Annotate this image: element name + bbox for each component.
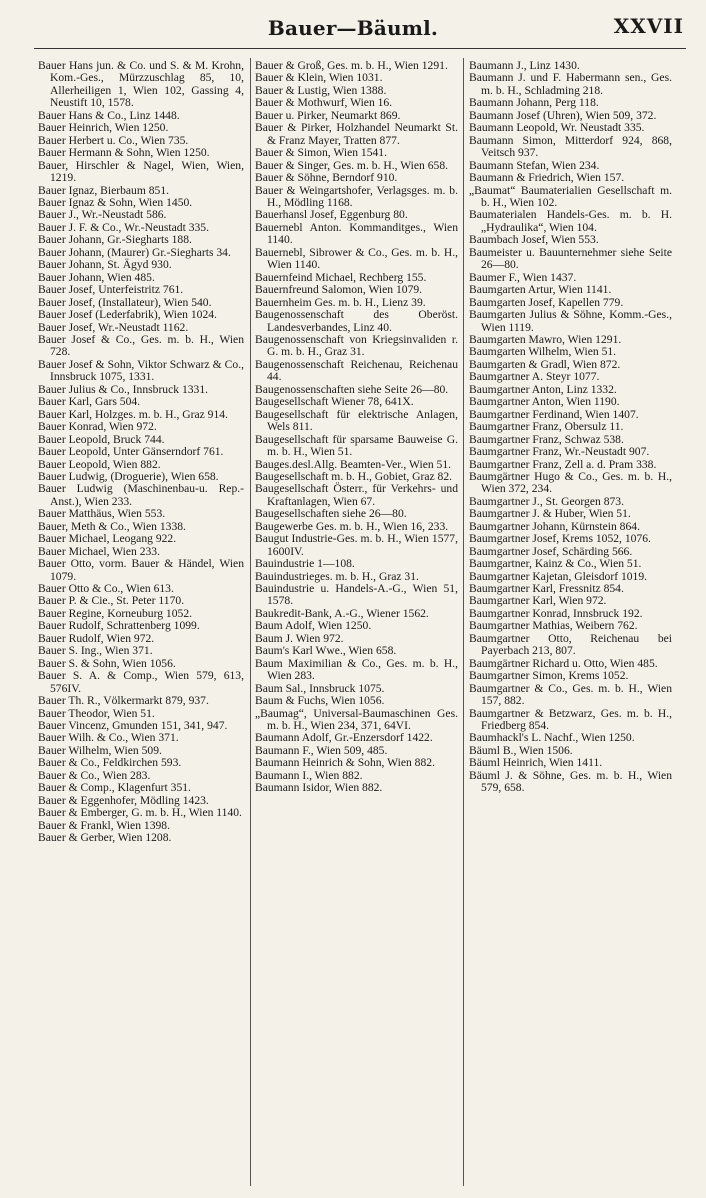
- directory-entry: Baumer F., Wien 1437.: [469, 270, 577, 284]
- directory-entry: Bauer Hermann & Sohn, Wien 1250.: [38, 146, 210, 160]
- directory-entry: Bauer Josef & Sohn, Viktor Schwarz & Co., Innsbruck 1075, 1331.: [38, 357, 244, 384]
- directory-entry: Baum & Fuchs, Wien 1056.: [255, 694, 385, 708]
- directory-entry: Bauer Leopold, Unter Gänserndorf 761.: [38, 445, 224, 459]
- directory-entry: Bauindustrieges. m. b. H., Graz 31.: [255, 569, 419, 583]
- directory-entry: Bauer & Co., Feldkirchen 593.: [38, 756, 182, 770]
- directory-entry: Bauer Johann, Gr.-Siegharts 188.: [38, 233, 192, 247]
- directory-entry: Baugesellschaft für sparsame Bauweise G. m. b. H., Wien 51.: [255, 432, 458, 459]
- directory-entry: Baumann F., Wien 509, 485.: [255, 743, 388, 757]
- directory-entry: Baumann Josef (Uhren), Wien 509, 372.: [469, 108, 657, 122]
- directory-entry: Baumgärtner Richard u. Otto, Wien 485.: [469, 656, 658, 670]
- directory-entry: Baumann Adolf, Gr.-Enzersdorf 1422.: [255, 731, 433, 745]
- directory-entry: Bauer Regine, Korneuburg 1052.: [38, 606, 193, 620]
- directory-entry: Bauer Vincenz, Gmunden 151, 341, 947.: [38, 719, 228, 733]
- directory-entry: Bauer Konrad, Wien 972.: [38, 420, 157, 434]
- directory-entry: Baumgartner Otto, Reichenau bei Payerbach 213, 807.: [469, 631, 672, 658]
- directory-entry: Bauernheim Ges. m. b. H., Lienz 39.: [255, 295, 426, 309]
- directory-entry: Bauer Leopold, Wien 882.: [38, 457, 161, 471]
- directory-entry: Baumgarten Josef, Kapellen 779.: [469, 295, 624, 309]
- directory-entry: Baumgarten Mawro, Wien 1291.: [469, 332, 622, 346]
- directory-entry: Baugut Industrie-Ges. m. b. H., Wien 1577, 1600IV.: [255, 532, 458, 558]
- directory-entry: Bauer Josef, Unterfeistritz 761.: [38, 283, 184, 297]
- header-rule: [34, 48, 686, 49]
- directory-entry: Bauer & Lustig, Wien 1388.: [255, 83, 387, 97]
- directory-entry: Bauernebl Anton. Kommanditges., Wien 1140.: [255, 220, 458, 247]
- directory-entry: Bauer S. A. & Comp., Wien 579, 613, 576IV.: [38, 669, 244, 695]
- directory-entry: Baumgartner Franz, Schwaz 538.: [469, 432, 624, 446]
- column-1: [38, 60, 244, 1188]
- directory-entry: Bauer Matthäus, Wien 553.: [38, 507, 166, 521]
- directory-entry: Bauer & Weingartshofer, Verlagsges. m. b. H., Mödling 1168.: [255, 183, 458, 209]
- directory-entry: Baumgartner Karl, Wien 972.: [469, 594, 607, 608]
- directory-entry: Bauer Josef, Wr.-Neustadt 1162.: [38, 320, 189, 334]
- directory-entry: Baumgarten & Gradl, Wien 872.: [469, 357, 621, 371]
- directory-entry: Bauernfeind Michael, Rechberg 155.: [255, 270, 427, 284]
- directory-entry: Bauer & Pirker, Holzhandel Neumarkt St. & Franz Mayer, Tratten 877.: [255, 121, 458, 147]
- directory-entry: Bauer, Meth & Co., Wien 1338.: [38, 519, 186, 533]
- directory-entry: Bauer J. F. & Co., Wr.-Neustadt 335.: [38, 220, 209, 234]
- directory-entry: Bauer Ludwig, (Droguerie), Wien 658.: [38, 469, 219, 483]
- directory-entry: Baumgartner & Betzwarz, Ges. m. b. H., Friedberg 854.: [469, 706, 672, 733]
- directory-entry: Bauer Josef, (Installateur), Wien 540.: [38, 295, 212, 309]
- directory-entry: Baumgartner Kajetan, Gleisdorf 1019.: [469, 569, 648, 583]
- directory-entry: Baumgartner J., St. Georgen 873.: [469, 494, 624, 508]
- directory-entry: Baumhackl's L. Nachf., Wien 1250.: [469, 731, 635, 745]
- directory-entry: Bauer Th. R., Völkermarkt 879, 937.: [38, 694, 209, 708]
- directory-entry: Bauer Josef & Co., Ges. m. b. H., Wien 728.: [38, 332, 244, 359]
- directory-entry: Bauindustrie u. Handels-A.-G., Wien 51, 1578.: [255, 582, 458, 608]
- directory-entry: Baumgarten Wilhelm, Wien 51.: [469, 345, 617, 359]
- directory-entry: Baumgartner J. & Huber, Wien 51.: [469, 507, 631, 521]
- directory-entry: Bauer Otto, vorm. Bauer & Händel, Wien 1079.: [38, 557, 244, 583]
- directory-entry: Bauerhansl Josef, Eggenburg 80.: [255, 208, 408, 222]
- page-title: Bauer—Bäuml.: [267, 16, 439, 40]
- directory-entry: Bauer Johann, (Maurer) Gr.-Siegharts 34.: [38, 245, 231, 259]
- directory-entry: Bauer Hans & Co., Linz 1448.: [38, 108, 180, 122]
- directory-entry: Bauer S. Ing., Wien 371.: [38, 644, 153, 658]
- directory-entry: Baugenossenschaft des Oberöst. Landesverbandes, Linz 40.: [255, 308, 458, 334]
- directory-entry: Baumaterialen Handels-Ges. m. b. H. „Hydraulika“, Wien 104.: [469, 208, 672, 234]
- directory-entry: Bauer J., Wr.-Neustadt 586.: [38, 208, 167, 222]
- directory-entry: Baumeister u. Bauunternehmer siehe Seite 26—80.: [469, 245, 672, 272]
- directory-entry: Baumbach Josef, Wien 553.: [469, 233, 599, 247]
- directory-entry: Baugenossenschaften siehe Seite 26—80.: [255, 382, 449, 396]
- directory-entry: Baugenossenschaft von Kriegsinvaliden r. G. m. b. H., Graz 31.: [255, 332, 458, 359]
- directory-entry: Bauer Karl, Gars 504.: [38, 395, 141, 409]
- directory-entry: Baumgartner Johann, Kürnstein 864.: [469, 519, 640, 533]
- column-divider: [463, 58, 464, 1186]
- directory-entry: Baumann Isidor, Wien 882.: [255, 781, 383, 795]
- directory-entry: Bauer Michael, Wien 233.: [38, 544, 160, 558]
- column-divider: [250, 58, 251, 1186]
- directory-entry: Baugewerbe Ges. m. b. H., Wien 16, 233.: [255, 519, 449, 533]
- directory-entry: Bauer Ludwig (Maschinenbau-u. Rep.-Anst.), Wien 233.: [38, 482, 244, 508]
- directory-entry: Baukredit-Bank, A.-G., Wiener 1562.: [255, 606, 429, 620]
- directory-entry: Bauer & Singer, Ges. m. b. H., Wien 658.: [255, 158, 449, 172]
- directory-entry: Baumann Heinrich & Sohn, Wien 882.: [255, 756, 435, 770]
- directory-entry: Baugesellschaft Wiener 78, 641X.: [255, 395, 414, 409]
- directory-entry: Baugesellschaft Österr., für Verkehrs- und Kraftanlagen, Wien 67.: [255, 482, 458, 508]
- directory-entry: Bauer & Eggenhofer, Mödling 1423.: [38, 793, 209, 807]
- directory-entry: Bauer Michael, Leogang 922.: [38, 532, 177, 546]
- directory-entry: Baumann J. und F. Habermann sen., Ges. m. b. H., Schladming 218.: [469, 71, 672, 97]
- directory-entry: Bäuml B., Wien 1506.: [469, 743, 573, 757]
- directory-entry: Bauer Heinrich, Wien 1250.: [38, 121, 169, 135]
- directory-entry: Baumann & Friedrich, Wien 157.: [469, 171, 625, 185]
- directory-entry: Baum J. Wien 972.: [255, 631, 344, 645]
- directory-entry: Baumgartner Karl, Fressnitz 854.: [469, 582, 624, 596]
- directory-entry: Bauer & Simon, Wien 1541.: [255, 146, 387, 160]
- directory-entry: Bauer Otto & Co., Wien 613.: [38, 582, 174, 596]
- directory-entry: Bäuml J. & Söhne, Ges. m. b. H., Wien 579, 658.: [469, 768, 672, 795]
- directory-entry: Baumann J., Linz 1430.: [469, 60, 580, 72]
- directory-entry: Baumgartner A. Steyr 1077.: [469, 370, 600, 384]
- directory-entry: Bauernfreund Salomon, Wien 1079.: [255, 283, 423, 297]
- directory-entry: Bauer Rudolf, Schrattenberg 1099.: [38, 619, 200, 633]
- directory-entry: Baumann Stefan, Wien 234.: [469, 158, 600, 172]
- directory-entry: Bauer & Frankl, Wien 1398.: [38, 818, 170, 832]
- directory-entry: Baumgartner Konrad, Innsbruck 192.: [469, 606, 643, 620]
- directory-entry: Baum Sal., Innsbruck 1075.: [255, 681, 385, 695]
- directory-entry: Baumgartner Franz, Wr.-Neustadt 907.: [469, 445, 650, 459]
- directory-entry: Baumann Johann, Perg 118.: [469, 96, 599, 110]
- directory-entry: Bäuml Heinrich, Wien 1411.: [469, 756, 603, 770]
- directory-entry: Baumgartner Anton, Linz 1332.: [469, 382, 617, 396]
- directory-entry: Baugesellschaft für elektrische Anlagen, Wels 811.: [255, 407, 458, 434]
- directory-entry: Baumann I., Wien 882.: [255, 768, 363, 782]
- directory-entry: Baugenossenschaft Reichenau, Reichenau 44.: [255, 357, 458, 384]
- directory-entry: Bauer Johann, St. Ägyd 930.: [38, 258, 172, 272]
- directory-entry: Bauer Karl, Holzges. m. b. H., Graz 914.: [38, 407, 228, 421]
- directory-entry: „Baumat“ Baumaterialien Gesellschaft m. b. H., Wien 102.: [469, 183, 672, 209]
- directory-entry: Baumgartner & Co., Ges. m. b. H., Wien 157, 882.: [469, 681, 672, 708]
- directory-entry: Bauer Rudolf, Wien 972.: [38, 631, 155, 645]
- directory-entry: „Baumag“, Universal-Baumaschinen Ges. m. b. H., Wien 234, 371, 64VI.: [255, 706, 458, 733]
- directory-entry: Bauernebl, Sibrower & Co., Ges. m. b. H., Wien 1140.: [255, 245, 458, 272]
- page-header: [0, 0, 706, 50]
- directory-entry: Bauer Hans jun. & Co. und S. & M. Krohn, Kom.-Ges., Mürzzuschlag 85, 10, Allerheiligen 1, Wien 102, Gassing 4, Neustift 10, 1578.: [38, 60, 244, 110]
- directory-entry: Baum Adolf, Wien 1250.: [255, 619, 372, 633]
- directory-entry: Bauges.desl.Allg. Beamten-Ver., Wien 51.: [255, 457, 452, 471]
- directory-entry: Bauer Wilh. & Co., Wien 371.: [38, 731, 179, 745]
- directory-entry: Bauer u. Pirker, Neumarkt 869.: [255, 108, 401, 122]
- directory-entry: Baumann Leopold, Wr. Neustadt 335.: [469, 121, 645, 135]
- directory-entry: Bauer Julius & Co., Innsbruck 1331.: [38, 382, 209, 396]
- directory-entry: Baumgartner Josef, Schärding 566.: [469, 544, 633, 558]
- directory-entry: Baumgartner Ferdinand, Wien 1407.: [469, 407, 639, 421]
- directory-entry: Baumgartner Simon, Krems 1052.: [469, 669, 629, 683]
- directory-entry: Bauer & Co., Wien 283.: [38, 768, 151, 782]
- directory-entry: Bauer & Mothwurf, Wien 16.: [255, 96, 393, 110]
- directory-entry: Bauer & Klein, Wien 1031.: [255, 71, 383, 85]
- directory-entry: Baumgartner, Kainz & Co., Wien 51.: [469, 557, 642, 571]
- directory-entry: Bauer & Söhne, Berndorf 910.: [255, 171, 398, 185]
- directory-entry: Bauer Wilhelm, Wien 509.: [38, 743, 162, 757]
- directory-entry: Baumgartner Anton, Wien 1190.: [469, 395, 620, 409]
- directory-entry: Baugesellschaft m. b. H., Gobiet, Graz 82.: [255, 469, 453, 483]
- directory-entry: Bauer Leopold, Bruck 744.: [38, 432, 165, 446]
- directory-entry: Baumgarten Julius & Söhne, Komm.-Ges., Wien 1119.: [469, 308, 672, 334]
- directory-entry: Bauer & Emberger, G. m. b. H., Wien 1140.: [38, 806, 242, 820]
- directory-entry: Baum's Karl Wwe., Wien 658.: [255, 644, 397, 658]
- column-2: [255, 60, 458, 1188]
- column-3: [469, 60, 672, 1188]
- directory-entry: Baumgarten Artur, Wien 1141.: [469, 283, 612, 297]
- directory-entry: Baumgartner Franz, Obersulz 11.: [469, 420, 624, 434]
- directory-entry: Bauer, Hirschler & Nagel, Wien, Wien, 1219.: [38, 158, 244, 185]
- directory-entry: Baum Maximilian & Co., Ges. m. b. H., Wien 283.: [255, 656, 458, 683]
- directory-entry: Bauer Herbert u. Co., Wien 735.: [38, 133, 189, 147]
- directory-entry: Bauer Josef (Lederfabrik), Wien 1024.: [38, 308, 217, 322]
- page-number: XXVII: [613, 14, 684, 38]
- directory-entry: Baumgartner Franz, Zell a. d. Pram 338.: [469, 457, 657, 471]
- directory-entry: Bauer Ignaz & Sohn, Wien 1450.: [38, 195, 193, 209]
- directory-entry: Bauer P. & Cie., St. Peter 1170.: [38, 594, 185, 608]
- directory-entry: Bauindustrie 1—108.: [255, 557, 355, 571]
- directory-entry: Baumann Simon, Mitterdorf 924, 868, Veitsch 937.: [469, 133, 672, 160]
- directory-entry: Bauer & Gerber, Wien 1208.: [38, 831, 172, 845]
- directory-entry: Baumgartner Josef, Krems 1052, 1076.: [469, 532, 651, 546]
- directory-entry: Baumgartner Mathias, Weibern 762.: [469, 619, 638, 633]
- directory-entry: Bauer Theodor, Wien 51.: [38, 706, 155, 720]
- directory-entry: Baumgärtner Hugo & Co., Ges. m. b. H., Wien 372, 234.: [469, 469, 672, 496]
- directory-entry: Baugesellschaften siehe 26—80.: [255, 507, 407, 521]
- directory-entry: Bauer Ignaz, Bierbaum 851.: [38, 183, 170, 197]
- directory-entry: Bauer & Groß, Ges. m. b. H., Wien 1291.: [255, 60, 448, 72]
- directory-entry: Bauer & Comp., Klagenfurt 351.: [38, 781, 191, 795]
- directory-entry: Bauer Johann, Wien 485.: [38, 270, 155, 284]
- directory-entry: Bauer S. & Sohn, Wien 1056.: [38, 656, 176, 670]
